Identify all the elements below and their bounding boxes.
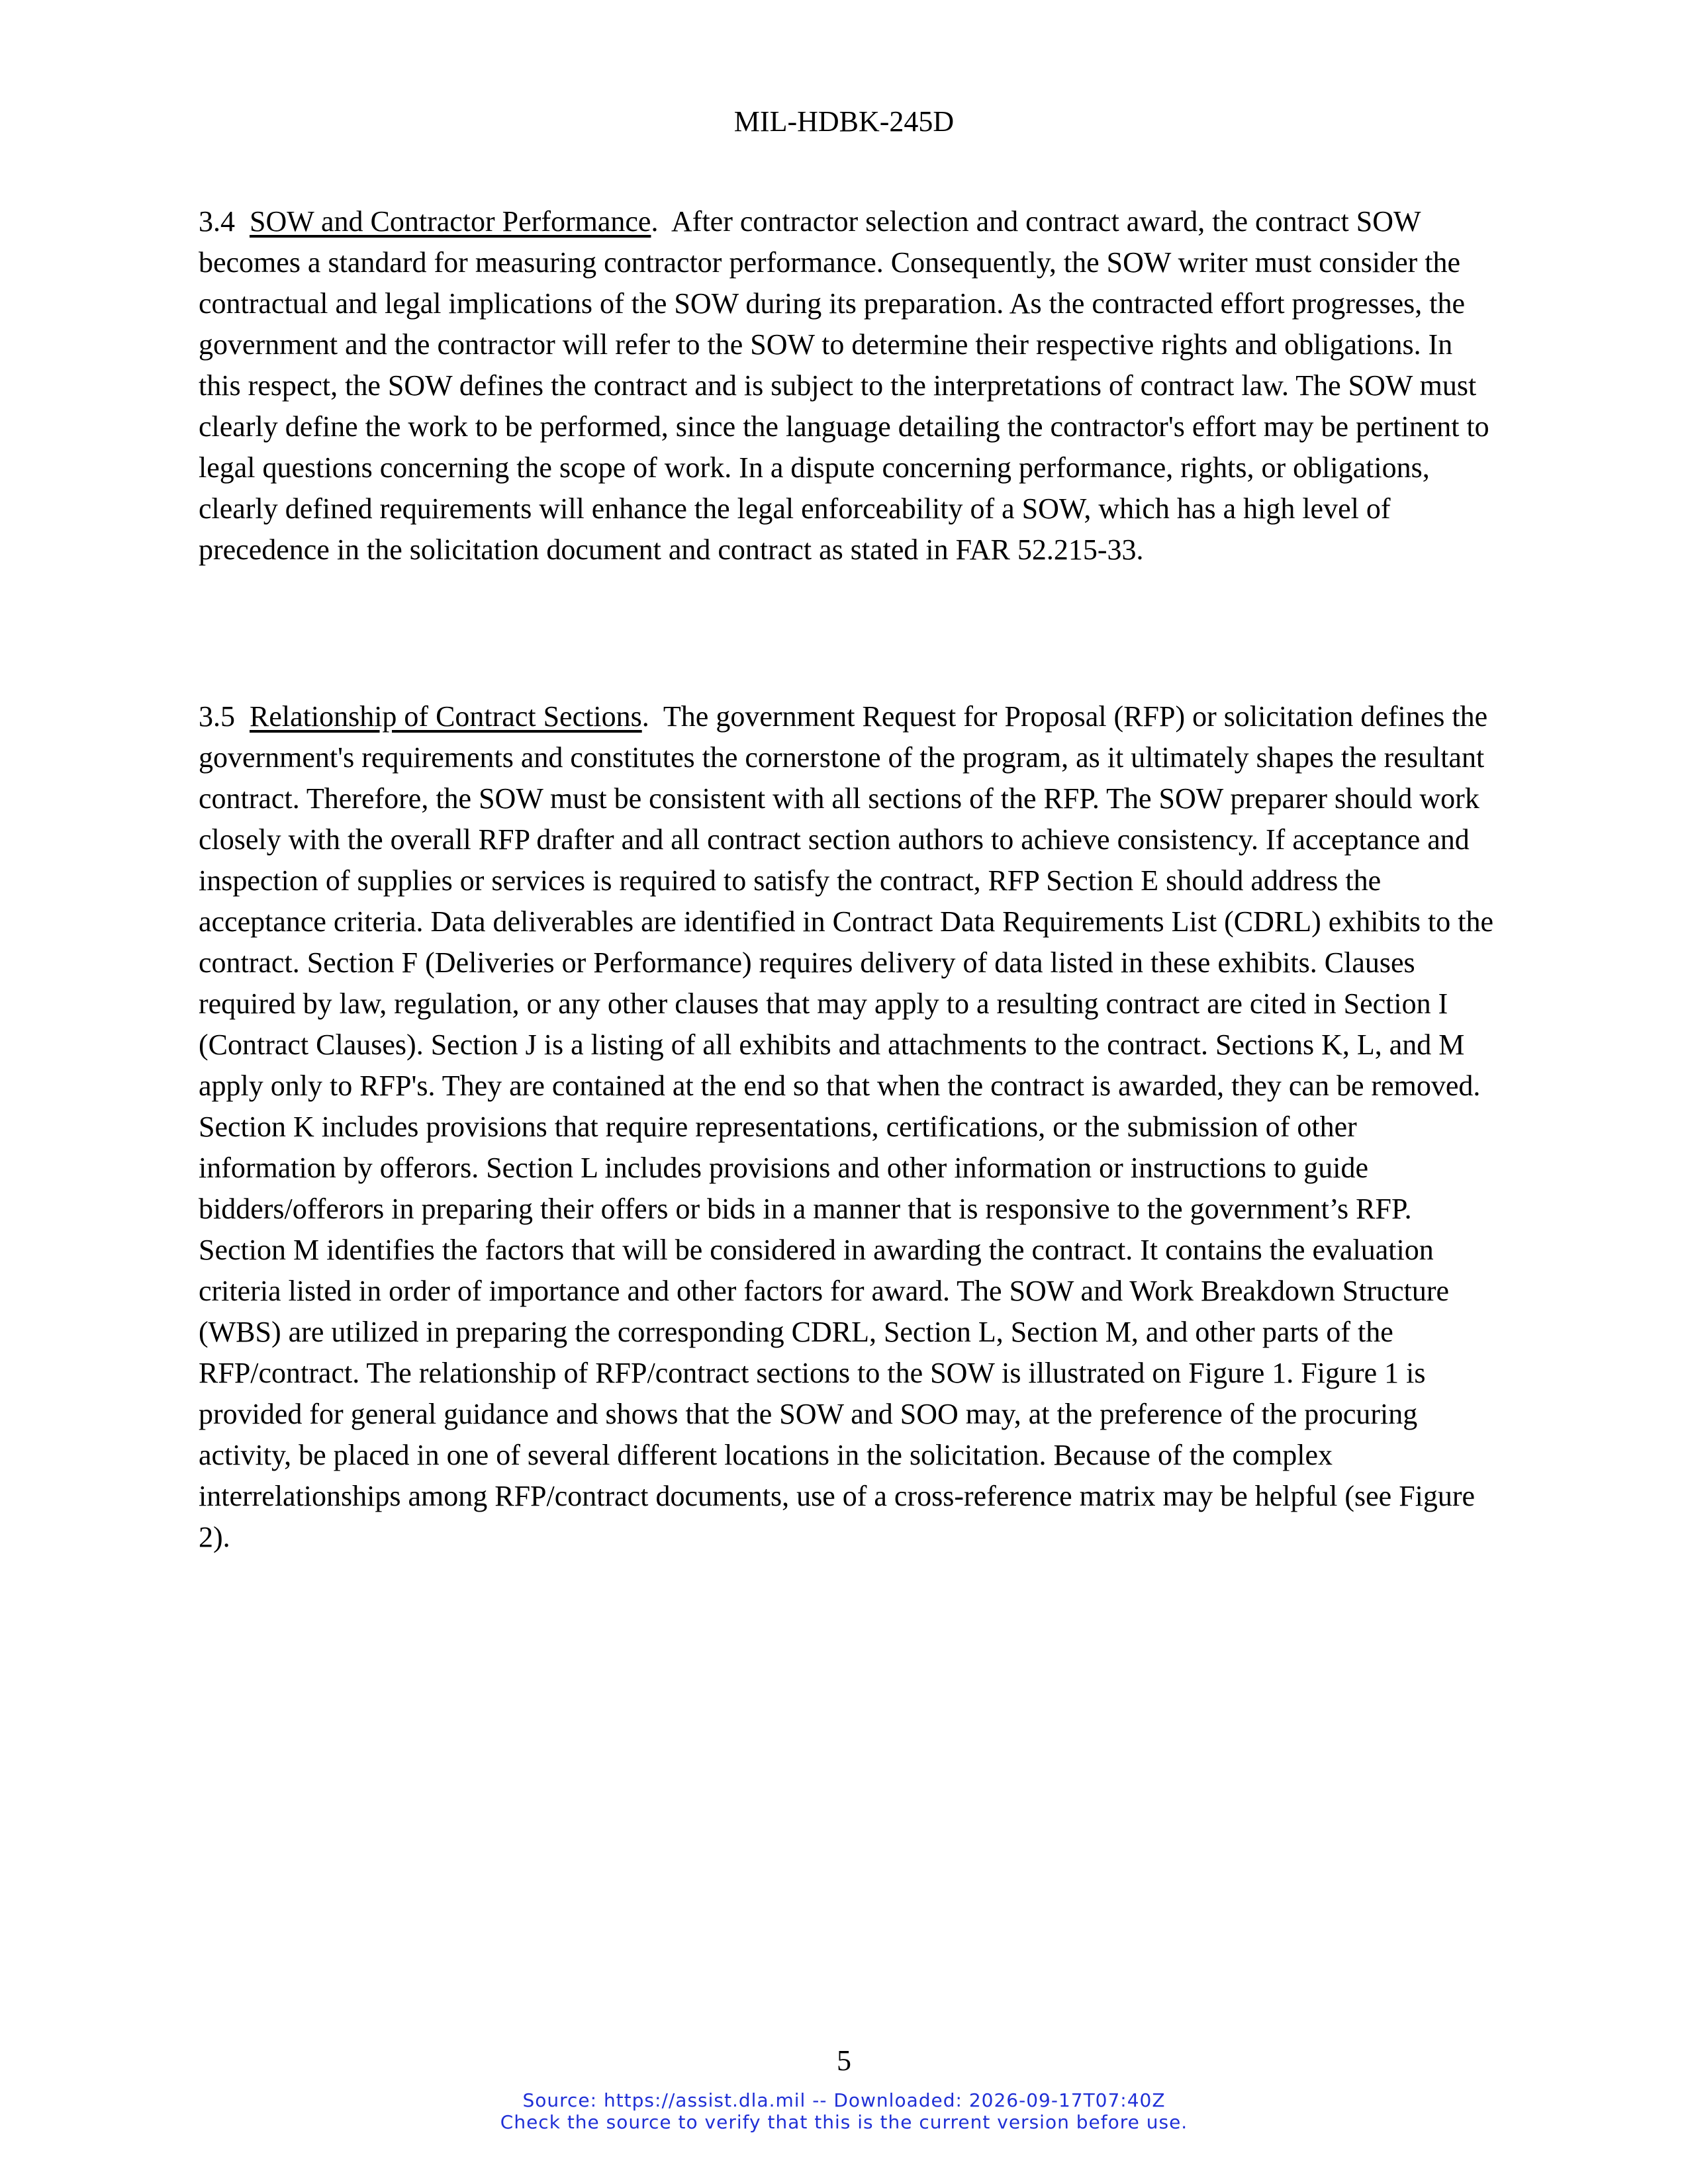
section-3-4: [199, 201, 1496, 570]
section-body-text: The government Request for Proposal (RFP) or solicitation defines the government's requirements and constitutes the cornerstone of the program, as it ultimately shapes the resultant contract. Therefore, the SOW must be consistent with all sections of the RFP. The SOW preparer should work closely with the overall RFP drafter and all contract section authors to achieve consistency. If acceptance and inspection of supplies or services is required to satisfy the contract, RFP Section E should address the acceptance criteria. Data deliverables are identified in Contract Data Requirements List (CDRL) exhibits to the contract. Section F (Deliveries or Performance) requires delivery of data listed in these exhibits. Clauses required by law, regulation, or any other clauses that may apply to a resulting contract are cited in Section I (Contract Clauses). Section J is a listing of all exhibits and attachments to the contract. Sections K, L, and M apply only to RFP's. They are contained at the end so that when the contract is awarded, they can be removed. Section K includes provisions that require representations, certifications, or the submission of other information by offerors. Section L includes provisions and other information or instructions to guide bidders/offerors in preparing their offers or bids in a manner that is responsive to the government’s RFP. Section M identifies the factors that will be considered in awarding the contract. It contains the evaluation criteria listed in order of importance and other factors for award. The SOW and Work Breakdown Structure (WBS) are utilized in preparing the corresponding CDRL, Section L, Section M, and other parts of the RFP/contract. The relationship of RFP/contract sections to the SOW is illustrated on Figure 1. Figure 1 is provided for general guidance and shows that the SOW and SOO may, at the preference of the procuring activity, be placed in one of several different locations in the solicitation. Because of the complex interrelationships among RFP/contract documents, use of a cross-reference matrix may be helpful (see Figure 2).: [199, 700, 1494, 1553]
section-3-5: [199, 696, 1496, 1558]
section-heading: Relationship of Contract Sections: [250, 700, 642, 733]
page-number: 5: [837, 2044, 851, 2077]
section-body-text: After contractor selection and contract award, the contract SOW becomes a standard for measuring contractor performance. Consequently, the SOW writer must consider the contractual and legal implications of the SOW during its preparation. As the contracted effort progresses, the government and the contractor will refer to the SOW to determine their respective rights and obligations. In this respect, the SOW defines the contract and is subject to the interpretations of contract law. The SOW must clearly define the work to be performed, since the language detailing the contractor's effort may be pertinent to legal questions concerning the scope of work. In a dispute concerning performance, rights, or obligations, clearly defined requirements will enhance the legal enforceability of a SOW, which has a high level of precedence in the solicitation document and contract as stated in FAR 52.215-33.: [199, 205, 1489, 566]
section-paragraph: 3.5 Relationship of Contract Sections. The government Request for Proposal (RFP) or solicitation defines the government's requirements and constitutes the cornerstone of the program, as it ultimately shapes the resultant contract. Therefore, the SOW must be consistent with all sections of the RFP. The SOW preparer should work closely with the overall RFP drafter and all contract section authors to achieve consistency. If acceptance and inspection of supplies or services is required to satisfy the contract, RFP Section E should address the acceptance criteria. Data deliverables are identified in Contract Data Requirements List (CDRL) exhibits to the contract. Section F (Deliveries or Performance) requires delivery of data listed in these exhibits. Clauses required by law, regulation, or any other clauses that may apply to a resulting contract are cited in Section I (Contract Clauses). Section J is a listing of all exhibits and attachments to the contract. Sections K, L, and M apply only to RFP's. They are contained at the end so that when the contract is awarded, they can be removed. Section K includes provisions that require representations, certifications, or the submission of other information by offerors. Section L includes provisions and other information or instructions to guide bidders/offerors in preparing their offers or bids in a manner that is responsive to the government’s RFP. Section M identifies the factors that will be considered in awarding the contract. It contains the evaluation criteria listed in order of importance and other factors for award. The SOW and Work Breakdown Structure (WBS) are utilized in preparing the corresponding CDRL, Section L, Section M, and other parts of the RFP/contract. The relationship of RFP/contract sections to the SOW is illustrated on Figure 1. Figure 1 is provided for general guidance and shows that the SOW and SOO may, at the preference of the procuring activity, be placed in one of several different locations in the solicitation. Because of the complex interrelationships among RFP/contract documents, use of a cross-reference matrix may be helpful (see Figure 2).: [199, 700, 1494, 1553]
section-number: 3.5: [199, 700, 235, 733]
section-number: 3.4: [199, 205, 235, 238]
document-id-header: MIL-HDBK-245D: [733, 105, 955, 138]
source-line: Source: https://assist.dla.mil -- Downloaded: 2026-09-17T07:40Z: [522, 2089, 1166, 2111]
verification-line: Check the source to verify that this is the current version before use.: [500, 2111, 1188, 2133]
source-note: [0, 2089, 1688, 2133]
section-heading: SOW and Contractor Performance: [250, 205, 651, 238]
section-paragraph: 3.4 SOW and Contractor Performance. After contractor selection and contract award, the contract SOW becomes a standard for measuring contractor performance. Consequently, the SOW writer must consider the contractual and legal implications of the SOW during its preparation. As the contracted effort progresses, the government and the contractor will refer to the SOW to determine their respective rights and obligations. In this respect, the SOW defines the contract and is subject to the interpretations of contract law. The SOW must clearly define the work to be performed, since the language detailing the contractor's effort may be pertinent to legal questions concerning the scope of work. In a dispute concerning performance, rights, or obligations, clearly defined requirements will enhance the legal enforceability of a SOW, which has a high level of precedence in the solicitation document and contract as stated in FAR 52.215-33.: [199, 205, 1489, 566]
